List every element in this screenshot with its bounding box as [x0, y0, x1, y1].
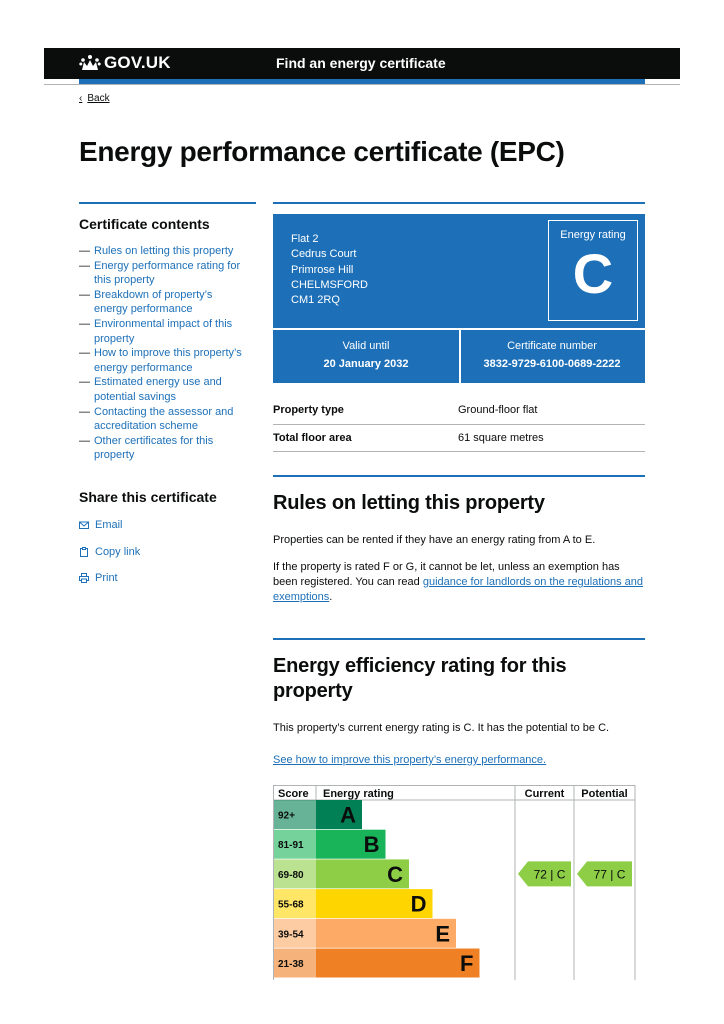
summary-row: [273, 425, 645, 453]
contents-item: — Contacting the assessor and accreditation scheme: [79, 405, 249, 434]
rules-paragraph-1: Properties can be rented if they have an energy rating from A to E.: [273, 534, 596, 546]
energy-rating-chart: [273, 785, 637, 980]
efficiency-link-paragraph: [273, 753, 645, 768]
crown-icon: [79, 54, 101, 72]
contents-list: [79, 244, 249, 463]
band-bar-f: [316, 949, 480, 978]
clipboard-icon: [79, 547, 89, 557]
band-letter: A: [340, 802, 356, 828]
band-score-label: 81-91: [278, 840, 304, 852]
chart-header-score: Score: [278, 788, 309, 800]
contents-link-other-certificates[interactable]: Other certificates for this property: [94, 434, 214, 462]
share-print-link[interactable]: Print: [95, 572, 118, 584]
logo-text: GOV.UK: [104, 53, 171, 72]
contents-link-assessor[interactable]: Contacting the assessor and accreditation scheme: [94, 405, 234, 433]
contents-item: — Rules on letting this property: [79, 245, 234, 257]
band-letter: F: [460, 951, 474, 976]
rules-paragraph-2-text: If the property is rated F or G, it cannot be let, unless an exemption has been registered. You can read: [273, 561, 620, 588]
band-letter: C: [387, 861, 403, 887]
rules-title: Rules on letting this property: [273, 492, 545, 514]
page-title: Energy performance certificate (EPC): [79, 136, 565, 167]
back-link[interactable]: [79, 93, 110, 104]
band-letter: D: [410, 891, 427, 917]
rules-paragraph-2-end: .: [329, 591, 333, 603]
sidebar-top-rule: [79, 202, 256, 204]
rules-section-rule: [273, 475, 645, 477]
contents-item: — Energy performance rating for this property: [79, 259, 249, 288]
contents-item: — Estimated energy use and potential savings: [79, 375, 249, 404]
back-link-label: Back: [87, 93, 110, 104]
govuk-header: [44, 48, 680, 79]
efficiency-section-rule: [273, 638, 645, 640]
valid-until-cell: [273, 340, 459, 370]
printer-icon: [79, 573, 89, 583]
energy-rating-label: Energy rating: [560, 229, 626, 241]
address-line: Cedrus Court: [291, 248, 357, 261]
header-divider: [44, 84, 680, 85]
share-item-email: [79, 518, 140, 532]
share-copy-link[interactable]: Copy link: [95, 545, 141, 558]
energy-rating-letter: C: [572, 242, 614, 305]
chart-header-rating: Energy rating: [323, 788, 394, 800]
improve-performance-link[interactable]: See how to improve this property’s energy performance.: [273, 754, 547, 766]
band-letter: E: [435, 921, 450, 947]
landlord-guidance-link[interactable]: guidance for landlords on the regulations and exemptions: [273, 576, 643, 603]
efficiency-title: Energy efficiency rating for this property: [273, 655, 567, 702]
certificate-top-rule: [273, 202, 645, 204]
chart-header-current: Current: [524, 788, 565, 800]
share-list: [79, 518, 140, 598]
share-item-print: [79, 571, 140, 585]
contents-link-improve[interactable]: How to improve this property’s energy performance: [94, 347, 242, 374]
certificate-summary-box: [273, 214, 645, 383]
govuk-logo-link[interactable]: [79, 53, 171, 73]
energy-rating-box: [548, 220, 638, 321]
certificate-number-cell: [459, 340, 645, 370]
band-score-label: 92+: [278, 810, 295, 822]
rules-paragraph-2: [273, 560, 645, 605]
contents-item: — Environmental impact of this property: [79, 317, 249, 346]
address-line: Flat 2: [291, 233, 319, 245]
property-address: [291, 232, 368, 308]
share-heading: Share this certificate: [79, 489, 217, 505]
summary-value: Ground-floor flat: [458, 404, 538, 417]
current-rating-label: 72 | C: [533, 867, 566, 882]
service-name-link[interactable]: Find an energy certificate: [276, 55, 446, 71]
chart-header-potential: Potential: [581, 788, 628, 800]
certificate-number-value: 3832-9729-6100-0689-2222: [483, 358, 621, 370]
summary-key: Total floor area: [273, 431, 352, 444]
chevron-left-icon: ‹: [79, 93, 83, 104]
summary-value: 61 square metres: [458, 431, 544, 444]
band-score-label: 69-80: [278, 869, 304, 881]
address-line: CHELMSFORD: [291, 278, 369, 291]
contents-item: — Other certificates for this property: [79, 434, 249, 463]
address-line: Primrose Hill: [291, 263, 354, 276]
certificate-number-label: Certificate number: [507, 340, 597, 352]
contents-link-rating[interactable]: Energy performance rating for this property: [94, 259, 241, 287]
band-letter: B: [363, 832, 380, 858]
envelope-icon: [79, 520, 89, 530]
contents-item: — How to improve this property’s energy performance: [79, 346, 249, 375]
band-score-label: 55-68: [278, 899, 304, 911]
contents-link-breakdown[interactable]: Breakdown of property’s energy performance: [94, 288, 213, 316]
contents-link-energy-use[interactable]: Estimated energy use and potential savings: [94, 376, 222, 403]
summary-key: Property type: [273, 404, 344, 417]
band-score-label: 39-54: [278, 929, 304, 941]
valid-until-value: 20 January 2032: [323, 358, 409, 370]
contents-item: — Breakdown of property’s energy performance: [79, 288, 249, 317]
contents-link-environment[interactable]: Environmental impact of this property: [94, 317, 233, 345]
property-summary-list: [273, 397, 645, 452]
potential-rating-label: 77 | C: [593, 867, 626, 882]
contents-heading: Certificate contents: [79, 216, 210, 232]
valid-until-label: Valid until: [342, 340, 390, 352]
efficiency-paragraph: This property’s current energy rating is C. It has the potential to be C.: [273, 722, 610, 734]
address-line: CM1 2RQ: [291, 294, 340, 307]
summary-row: [273, 397, 645, 425]
share-email-link[interactable]: Email: [95, 519, 123, 531]
share-item-copy: [79, 545, 140, 559]
contents-link-rules[interactable]: Rules on letting this property: [94, 245, 234, 257]
band-score-label: 21-38: [278, 959, 304, 970]
